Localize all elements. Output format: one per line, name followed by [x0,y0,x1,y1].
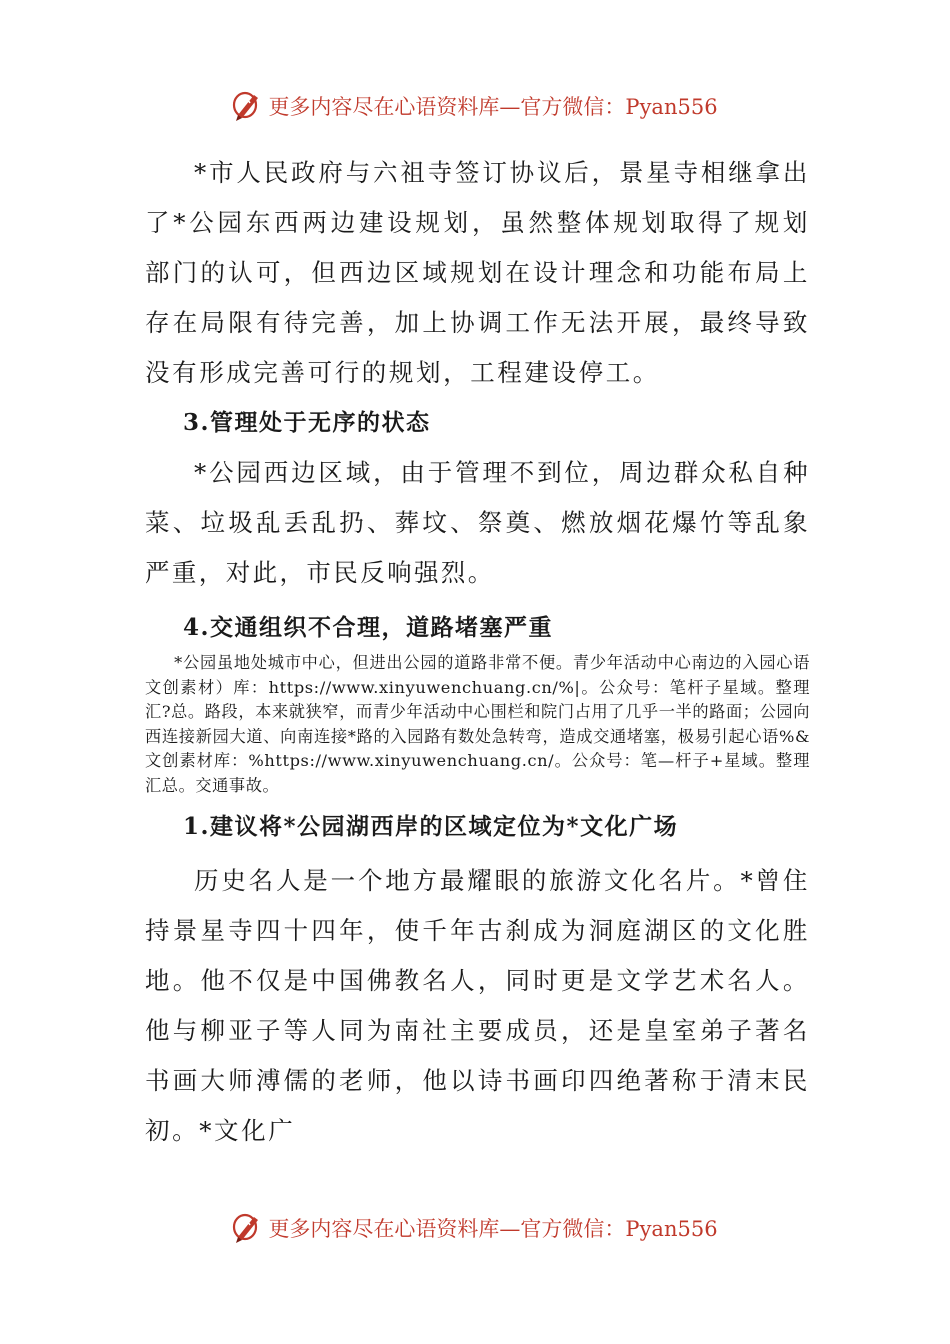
paragraph-planning: *市人民政府与六祖寺签订协议后，景星寺相继拿出了*公园东西两边建设规划，虽然整体规划取得了规划部门的认可，但西边区域规划在设计理念和功能布局上存在局限有待完善，加上协调工作无法开展，最终导致没有形成完善可行的规划，工程建设停工。 [145,158,810,387]
pen-logo-icon [232,89,262,123]
banner-text: 更多内容尽在心语资料库—官方微信：Pyan556 [268,95,718,119]
section-heading-culture-square: 1.建议将*公园湖西岸的区域定位为*文化广场 [183,813,679,840]
section-heading-traffic: 4.交通组织不合理，道路堵塞严重 [183,614,554,641]
document-body [145,148,810,1156]
paragraph-history: 历史名人是一个地方最耀眼的旅游文化名片。*曾住持景星寺四十四年，使千年古刹成为洞庭湖区的文化胜地。他不仅是中国佛教名人，同时更是文学艺术名人。他与柳亚子等人同为南社主要成员，还是皇室弟子著名书画大师溥儒的老师，他以诗书画印四绝著称于清末民初。*文化广 [145,866,810,1145]
section-heading-management: 3.管理处于无序的状态 [183,409,431,436]
paragraph-traffic: *公园虽地处城市中心，但进出公园的道路非常不便。青少年活动中心南边的入园心语文创素材）库：https://www.xinyuwenchuang.cn/%|。公众号：笔杆子星域。整理汇?总。路段，本来就狭窄，而青少年活动中心围栏和院门占用了几乎一半的路面；公园向西连接新园大道、向南连接*路的入园路有数处急转弯，造成交通堵塞，极易引起心语%&文创素材库：%https://www.xinyuwenchuang.cn/。公众号：笔—杆子+星域。整理汇总。交通事故。 [145,653,810,795]
pen-logo-icon [232,1211,262,1245]
footer-banner [0,1206,950,1250]
banner-text: 更多内容尽在心语资料库—官方微信：Pyan556 [268,1217,718,1241]
header-banner [0,84,950,128]
paragraph-management: *公园西边区域，由于管理不到位，周边群众私自种菜、垃圾乱丢乱扔、葬坟、祭奠、燃放烟花爆竹等乱象严重，对此，市民反响强烈。 [145,458,810,587]
